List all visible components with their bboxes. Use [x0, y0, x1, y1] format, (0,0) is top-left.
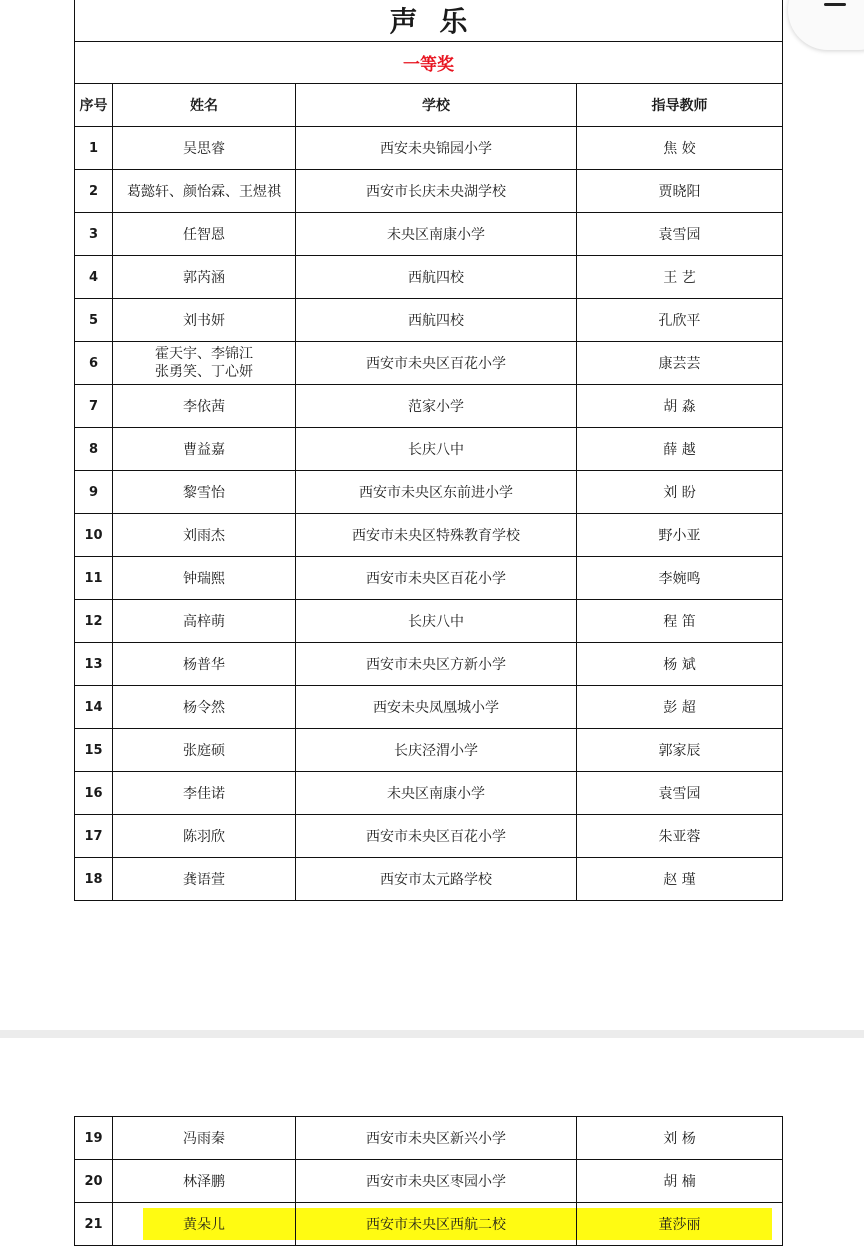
school-name: 未央区南康小学 [296, 213, 577, 256]
row-number: 6 [75, 342, 113, 385]
teacher-name: 袁雪园 [577, 772, 783, 815]
school-name: 西安市未央区百花小学 [296, 342, 577, 385]
school-name: 西安市未央区特殊教育学校 [296, 514, 577, 557]
row-number: 12 [75, 600, 113, 643]
teacher-name: 杨 斌 [577, 643, 783, 686]
header-no: 序号 [75, 84, 113, 127]
row-number: 1 [75, 127, 113, 170]
school-name: 西安市未央区东前进小学 [296, 471, 577, 514]
teacher-name-text: 董莎丽 [658, 1217, 701, 1233]
teacher-name [577, 1203, 783, 1246]
student-name-line-2: 张勇笑、丁心妍 [155, 364, 253, 380]
table-row [75, 729, 783, 772]
teacher-name: 郭家辰 [577, 729, 783, 772]
table-row [75, 299, 783, 342]
student-name: 龚语萱 [113, 858, 296, 901]
school-name: 西安市长庆未央湖学校 [296, 170, 577, 213]
teacher-name: 王 艺 [577, 256, 783, 299]
teacher-name: 李婉鸣 [577, 557, 783, 600]
school-name: 西安市未央区新兴小学 [296, 1117, 577, 1160]
student-name: 杨普华 [113, 643, 296, 686]
table-row [75, 1203, 783, 1246]
school-name: 范家小学 [296, 385, 577, 428]
table-row [75, 213, 783, 256]
school-name: 西安市未央区百花小学 [296, 815, 577, 858]
row-number: 8 [75, 428, 113, 471]
row-number: 20 [75, 1160, 113, 1203]
header-name: 姓名 [113, 84, 296, 127]
row-number: 14 [75, 686, 113, 729]
teacher-name: 贾晓阳 [577, 170, 783, 213]
award-level: 一等奖 [75, 42, 783, 84]
student-name: 曹益嘉 [113, 428, 296, 471]
row-number: 4 [75, 256, 113, 299]
teacher-name: 刘 杨 [577, 1117, 783, 1160]
school-name: 西航四校 [296, 299, 577, 342]
award-table-page-1 [74, 0, 783, 901]
row-number: 3 [75, 213, 113, 256]
teacher-name: 彭 超 [577, 686, 783, 729]
school-name: 西安市未央区枣园小学 [296, 1160, 577, 1203]
row-number: 16 [75, 772, 113, 815]
table-row [75, 385, 783, 428]
table-row [75, 256, 783, 299]
student-name: 林泽鹏 [113, 1160, 296, 1203]
student-name [113, 1203, 296, 1246]
school-name [296, 1203, 577, 1246]
table-row [75, 471, 783, 514]
school-name: 西安未央凤凰城小学 [296, 686, 577, 729]
teacher-name: 胡 楠 [577, 1160, 783, 1203]
school-name: 西安市未央区方新小学 [296, 643, 577, 686]
row-number: 5 [75, 299, 113, 342]
school-name: 长庆泾渭小学 [296, 729, 577, 772]
school-name: 长庆八中 [296, 600, 577, 643]
school-name: 西航四校 [296, 256, 577, 299]
row-number: 7 [75, 385, 113, 428]
table-row [75, 127, 783, 170]
student-name: 葛懿轩、颜怡霖、王煜祺 [113, 170, 296, 213]
row-number: 21 [75, 1203, 113, 1246]
school-name: 西安市太元路学校 [296, 858, 577, 901]
teacher-name: 野小亚 [577, 514, 783, 557]
header-school: 学校 [296, 84, 577, 127]
table-row [75, 342, 783, 385]
student-name-text: 黄朵儿 [183, 1217, 225, 1233]
teacher-name: 赵 瑾 [577, 858, 783, 901]
student-name: 陈羽欣 [113, 815, 296, 858]
teacher-name: 袁雪园 [577, 213, 783, 256]
teacher-name: 程 笛 [577, 600, 783, 643]
document-page-2 [0, 1038, 864, 1251]
school-name: 未央区南康小学 [296, 772, 577, 815]
table-row [75, 772, 783, 815]
teacher-name: 朱亚蓉 [577, 815, 783, 858]
student-name: 刘书妍 [113, 299, 296, 342]
page-separator [0, 1030, 864, 1038]
row-number: 18 [75, 858, 113, 901]
student-name: 任智恩 [113, 213, 296, 256]
student-name: 张庭硕 [113, 729, 296, 772]
student-name: 刘雨杰 [113, 514, 296, 557]
award-table-page-2 [74, 1116, 783, 1246]
row-number: 17 [75, 815, 113, 858]
teacher-name: 焦 姣 [577, 127, 783, 170]
row-number: 2 [75, 170, 113, 213]
table-row [75, 815, 783, 858]
row-number: 15 [75, 729, 113, 772]
school-name: 西安未央锦园小学 [296, 127, 577, 170]
row-number: 13 [75, 643, 113, 686]
table-row [75, 514, 783, 557]
row-number: 11 [75, 557, 113, 600]
header-teacher: 指导教师 [577, 84, 783, 127]
table-row [75, 1117, 783, 1160]
school-name: 长庆八中 [296, 428, 577, 471]
teacher-name: 薛 越 [577, 428, 783, 471]
school-name-text: 西安市未央区西航二校 [366, 1217, 506, 1233]
teacher-name: 刘 盼 [577, 471, 783, 514]
table-row [75, 643, 783, 686]
teacher-name: 康芸芸 [577, 342, 783, 385]
table-row [75, 686, 783, 729]
student-name: 黎雪怡 [113, 471, 296, 514]
student-name: 高梓萌 [113, 600, 296, 643]
student-name-line-1: 霍天宇、李锦江 [155, 346, 253, 362]
student-name: 冯雨秦 [113, 1117, 296, 1160]
student-name: 郭芮涵 [113, 256, 296, 299]
row-number: 10 [75, 514, 113, 557]
table-row [75, 170, 783, 213]
teacher-name: 胡 淼 [577, 385, 783, 428]
student-name: 李依茜 [113, 385, 296, 428]
table-row [75, 557, 783, 600]
student-name [113, 342, 296, 385]
student-name: 钟瑞熙 [113, 557, 296, 600]
table-title: 声乐 [75, 0, 783, 42]
row-number: 19 [75, 1117, 113, 1160]
minimize-icon [824, 3, 846, 6]
school-name: 西安市未央区百花小学 [296, 557, 577, 600]
table-row [75, 1160, 783, 1203]
teacher-name: 孔欣平 [577, 299, 783, 342]
student-name: 李佳诺 [113, 772, 296, 815]
table-row [75, 600, 783, 643]
student-name: 吴思睿 [113, 127, 296, 170]
table-row [75, 428, 783, 471]
table-row [75, 858, 783, 901]
student-name: 杨令然 [113, 686, 296, 729]
row-number: 9 [75, 471, 113, 514]
